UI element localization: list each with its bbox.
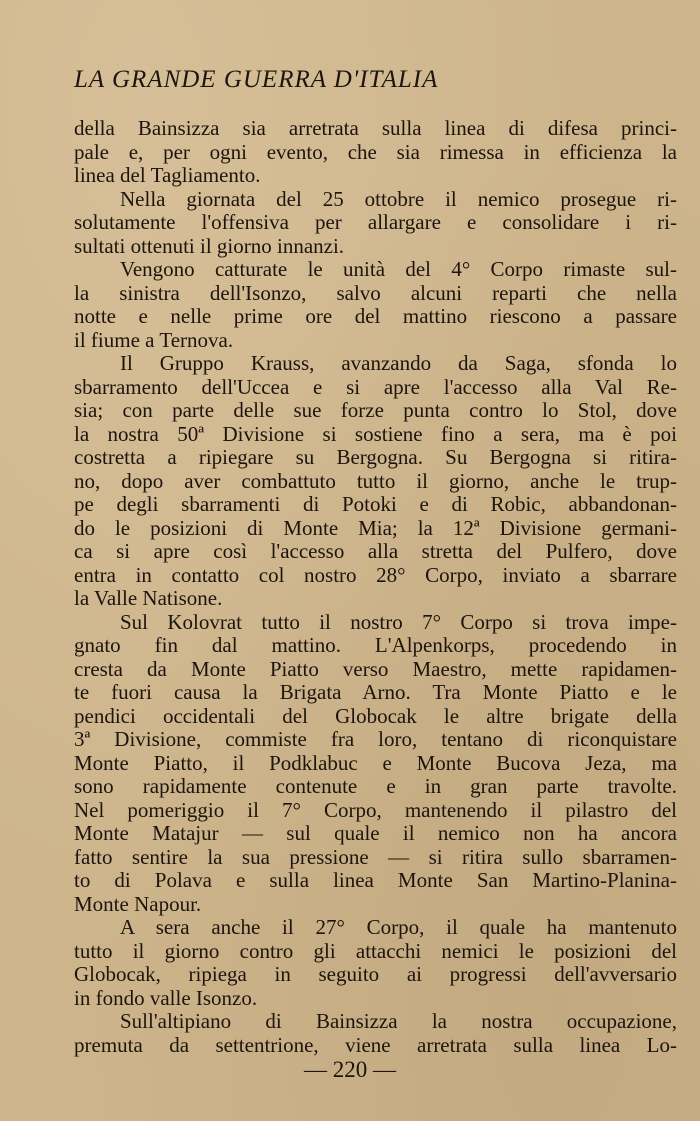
text-line: sultati ottenuti il giorno innanzi. — [74, 234, 345, 258]
text-line: premuta da settentrione, viene arretrata sulla linea Lo- — [74, 1033, 677, 1057]
text-line: Monte Piatto, il Podklabuc e Monte Bucova Jeza, ma — [74, 751, 677, 775]
text-line: il fiume a Ternova. — [74, 328, 234, 352]
text-line: no, dopo aver combattuto tutto il giorno, anche le trup- — [74, 469, 677, 493]
text-line: linea del Tagliamento. — [74, 164, 261, 187]
text-line: tutto il giorno contro gli attacchi nemici le posizioni del — [74, 939, 677, 963]
text-line: Vengono catturate le unità del 4° Corpo rimaste sul- — [120, 258, 677, 281]
text-line: Monte Napour. — [74, 892, 202, 916]
text-line: notte e nelle prime ore del mattino riescono a passare — [74, 305, 677, 328]
text-line: cresta da Monte Piatto verso Maestro, mette rapidamen- — [74, 657, 677, 681]
text-line: della Bainsizza sia arretrata sulla linea di difesa princi- — [74, 117, 677, 140]
page-number: — 220 — — [304, 1057, 396, 1082]
text-line: sbarramento dell'Uccea e si apre l'accesso alla Val Re- — [74, 375, 677, 399]
text-line: fatto sentire la sua pressione — si ritira sullo sbarramen- — [74, 845, 677, 869]
text-line: la sinistra dell'Isonzo, salvo alcuni reparti che nella — [74, 281, 677, 305]
text-line: pale e, per ogni evento, che sia rimessa in efficienza la — [74, 140, 677, 164]
text-line: to di Polava e sulla linea Monte San Martino-Planina- — [74, 869, 677, 892]
text-line: Nel pomeriggio il 7° Corpo, mantenendo il pilastro del — [74, 798, 677, 822]
text-line: do le posizioni di Monte Mia; la 12ª Divisione germani- — [74, 516, 677, 540]
body-text — [74, 117, 677, 1057]
running-head: LA GRANDE GUERRA D'ITALIA — [74, 66, 439, 93]
text-line: Il Gruppo Krauss, avanzando da Saga, sfonda lo — [120, 352, 677, 375]
text-line: costretta a ripiegare su Bergogna. Su Bergogna si ritira- — [74, 446, 677, 469]
text-line: ca si apre così l'accesso alla stretta del Pulfero, dove — [74, 540, 677, 563]
text-line: A sera anche il 27° Corpo, il quale ha mantenuto — [120, 916, 677, 939]
text-line: sono rapidamente contenute e in gran parte travolte. — [74, 775, 677, 798]
text-line: Monte Matajur — sul quale il nemico non ha ancora — [74, 822, 677, 845]
text-line: solutamente l'offensiva per allargare e consolidare i ri- — [74, 211, 677, 234]
text-line: sia; con parte delle sue forze punta contro lo Stol, dove — [74, 399, 677, 422]
text-line: te fuori causa la Brigata Arno. Tra Monte Piatto e le — [74, 681, 677, 704]
text-line: Nella giornata del 25 ottobre il nemico prosegue ri- — [120, 187, 677, 211]
text-line: Sull'altipiano di Bainsizza la nostra occupazione, — [120, 1010, 677, 1033]
text-line: gnato fin dal mattino. L'Alpenkorps, procedendo in — [74, 634, 677, 657]
text-line: pendici occidentali del Globocak le altre brigate della — [74, 704, 677, 728]
text-line: 3ª Divisione, commiste fra loro, tentano di riconquistare — [74, 728, 677, 751]
text-line: entra in contatto col nostro 28° Corpo, inviato a sbarrare — [74, 563, 677, 587]
text-line: Sul Kolovrat tutto il nostro 7° Corpo si trova impe- — [120, 610, 677, 634]
text-line: pe degli sbarramenti di Potoki e di Robic, abbandonan- — [74, 493, 677, 516]
text-line: la nostra 50ª Divisione si sostiene fino a sera, ma è poi — [74, 422, 677, 446]
text-line: la Valle Natisone. — [74, 587, 223, 610]
text-line: Globocak, ripiega in seguito ai progressi dell'avversario — [74, 963, 677, 986]
text-line: in fondo valle Isonzo. — [74, 986, 258, 1010]
